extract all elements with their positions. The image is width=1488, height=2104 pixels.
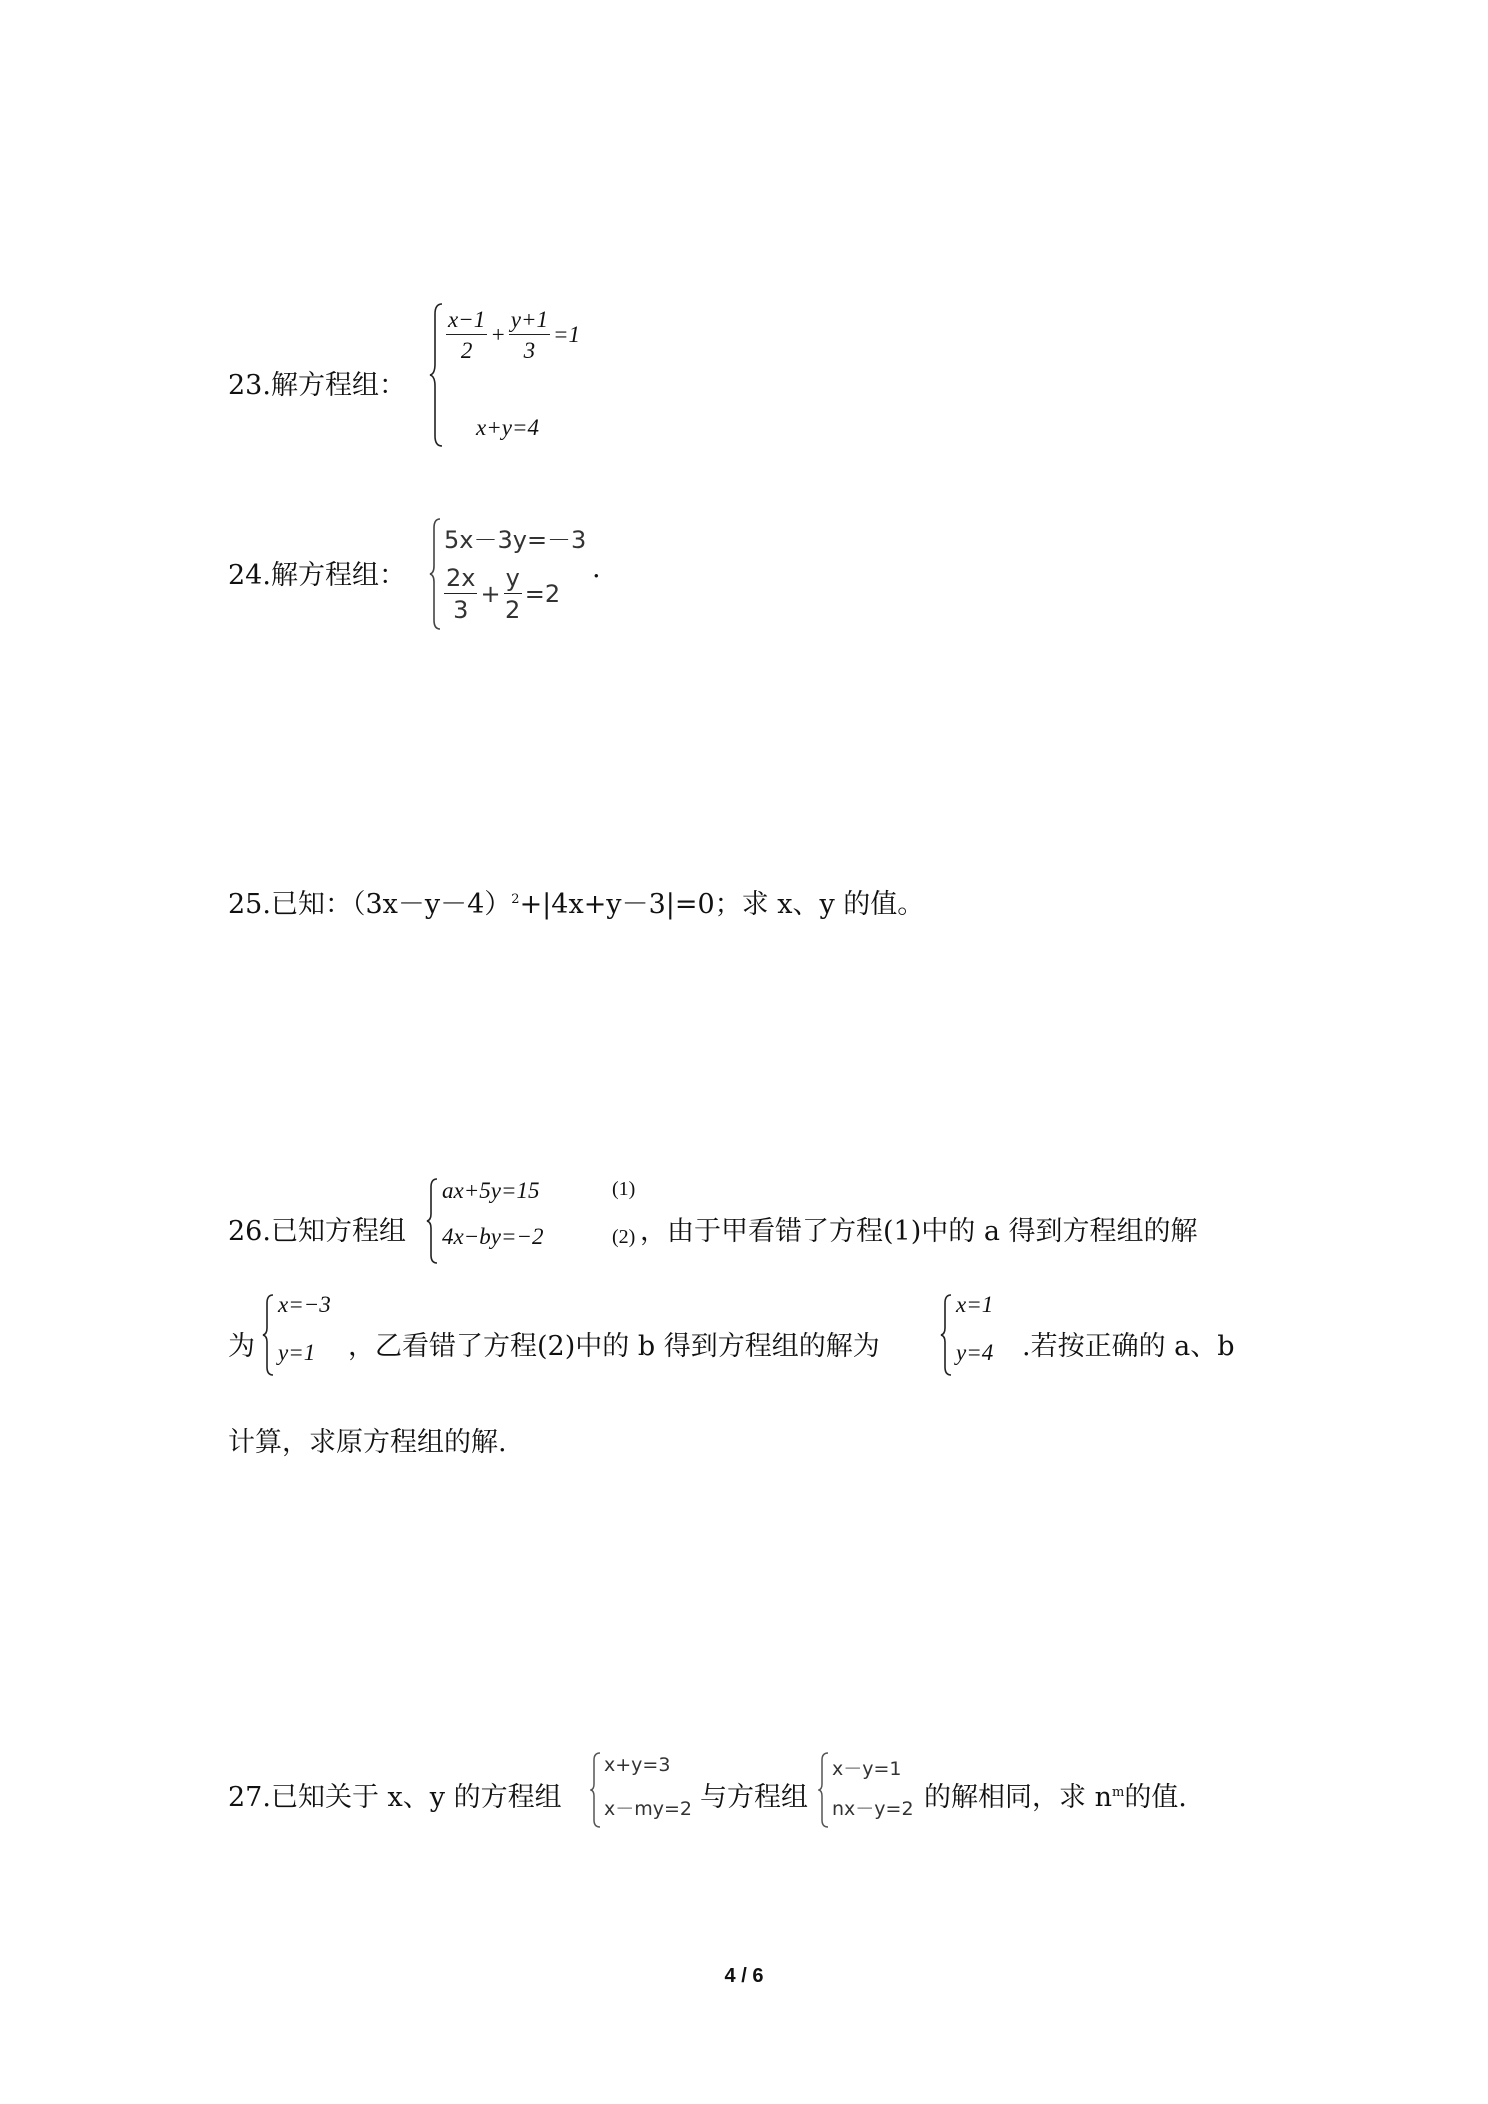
left-brace-icon: [940, 1292, 954, 1378]
question-27-tail: 的解相同，求 $n^m$的值.: [924, 1782, 1187, 1813]
left-brace-icon: [426, 1176, 440, 1266]
equation-26-2: 4x−by=−2: [442, 1224, 544, 1249]
question-27-mid: 与方程组: [700, 1782, 808, 1813]
left-brace-icon: [428, 516, 444, 632]
equation-26-1-tag: (1): [612, 1178, 636, 1200]
left-brace-icon: [262, 1292, 276, 1378]
question-24-period: .: [592, 553, 601, 584]
question-26-line2-prefix: 为: [228, 1331, 255, 1362]
exponent: m: [1111, 1785, 1125, 1800]
question-27-system-2: [818, 1750, 928, 1830]
equation-23-2: x+y=4: [476, 415, 539, 440]
question-27-system-1: [590, 1750, 700, 1830]
equation-23-1: $\frac{x-1}{2}$ + $\frac{y+1}{3}$ =1: [448, 307, 581, 363]
question-23-prefix: 23.解方程组：: [228, 370, 406, 401]
left-brace-icon: [818, 1750, 830, 1830]
solution-2-system: [940, 1292, 1030, 1378]
question-25-text: 25.已知：$(3x-y-4)^2+|4x+y-3|=0$；求 x、y 的值。: [228, 889, 925, 920]
question-26-line2-mid: ，乙看错了方程(2)中的 b 得到方程组的解为: [348, 1331, 880, 1362]
exponent: 2: [511, 892, 520, 907]
question-26-line2-end: .若按正确的 a、b: [1022, 1331, 1235, 1362]
equation-24-1: 5x－3y=－3: [444, 526, 587, 554]
solution-1-x: x=−3: [278, 1292, 331, 1317]
equation-27-2-1: x－y=1: [832, 1758, 902, 1780]
page-number: 4 / 6: [724, 1965, 764, 1987]
solution-1-system: [262, 1292, 362, 1378]
question-24-label: [228, 553, 406, 592]
solution-2-y: y=4: [956, 1340, 994, 1365]
question-26-system: [426, 1176, 656, 1266]
question-26-line3: 计算，求原方程组的解.: [228, 1427, 507, 1458]
question-26-text1: ，由于甲看错了方程(1)中的 a 得到方程组的解: [640, 1216, 1198, 1247]
equation-27-1-2: x－my=2: [604, 1798, 693, 1820]
question-24-prefix: 24.解方程组：: [228, 560, 406, 591]
left-brace-icon: [428, 300, 446, 450]
question-23-system: [428, 300, 618, 450]
equation-24-2: $\frac{2x}{3}$ + $\frac{y}{2}$ =2: [446, 564, 561, 624]
equation-26-2-tag: (2): [612, 1226, 636, 1248]
question-27-prefix: 27.已知关于 x、y 的方程组: [228, 1782, 562, 1813]
equation-27-1-1: x+y=3: [604, 1754, 671, 1776]
equation-26-1: ax+5y=15: [442, 1178, 540, 1203]
question-23-label: [228, 363, 406, 402]
left-brace-icon: [590, 1750, 602, 1830]
equation-27-2-2: nx－y=2: [832, 1798, 914, 1820]
question-26-prefix: 26.已知方程组: [228, 1216, 406, 1247]
solution-2-x: x=1: [956, 1292, 994, 1317]
solution-1-y: y=1: [278, 1340, 316, 1365]
